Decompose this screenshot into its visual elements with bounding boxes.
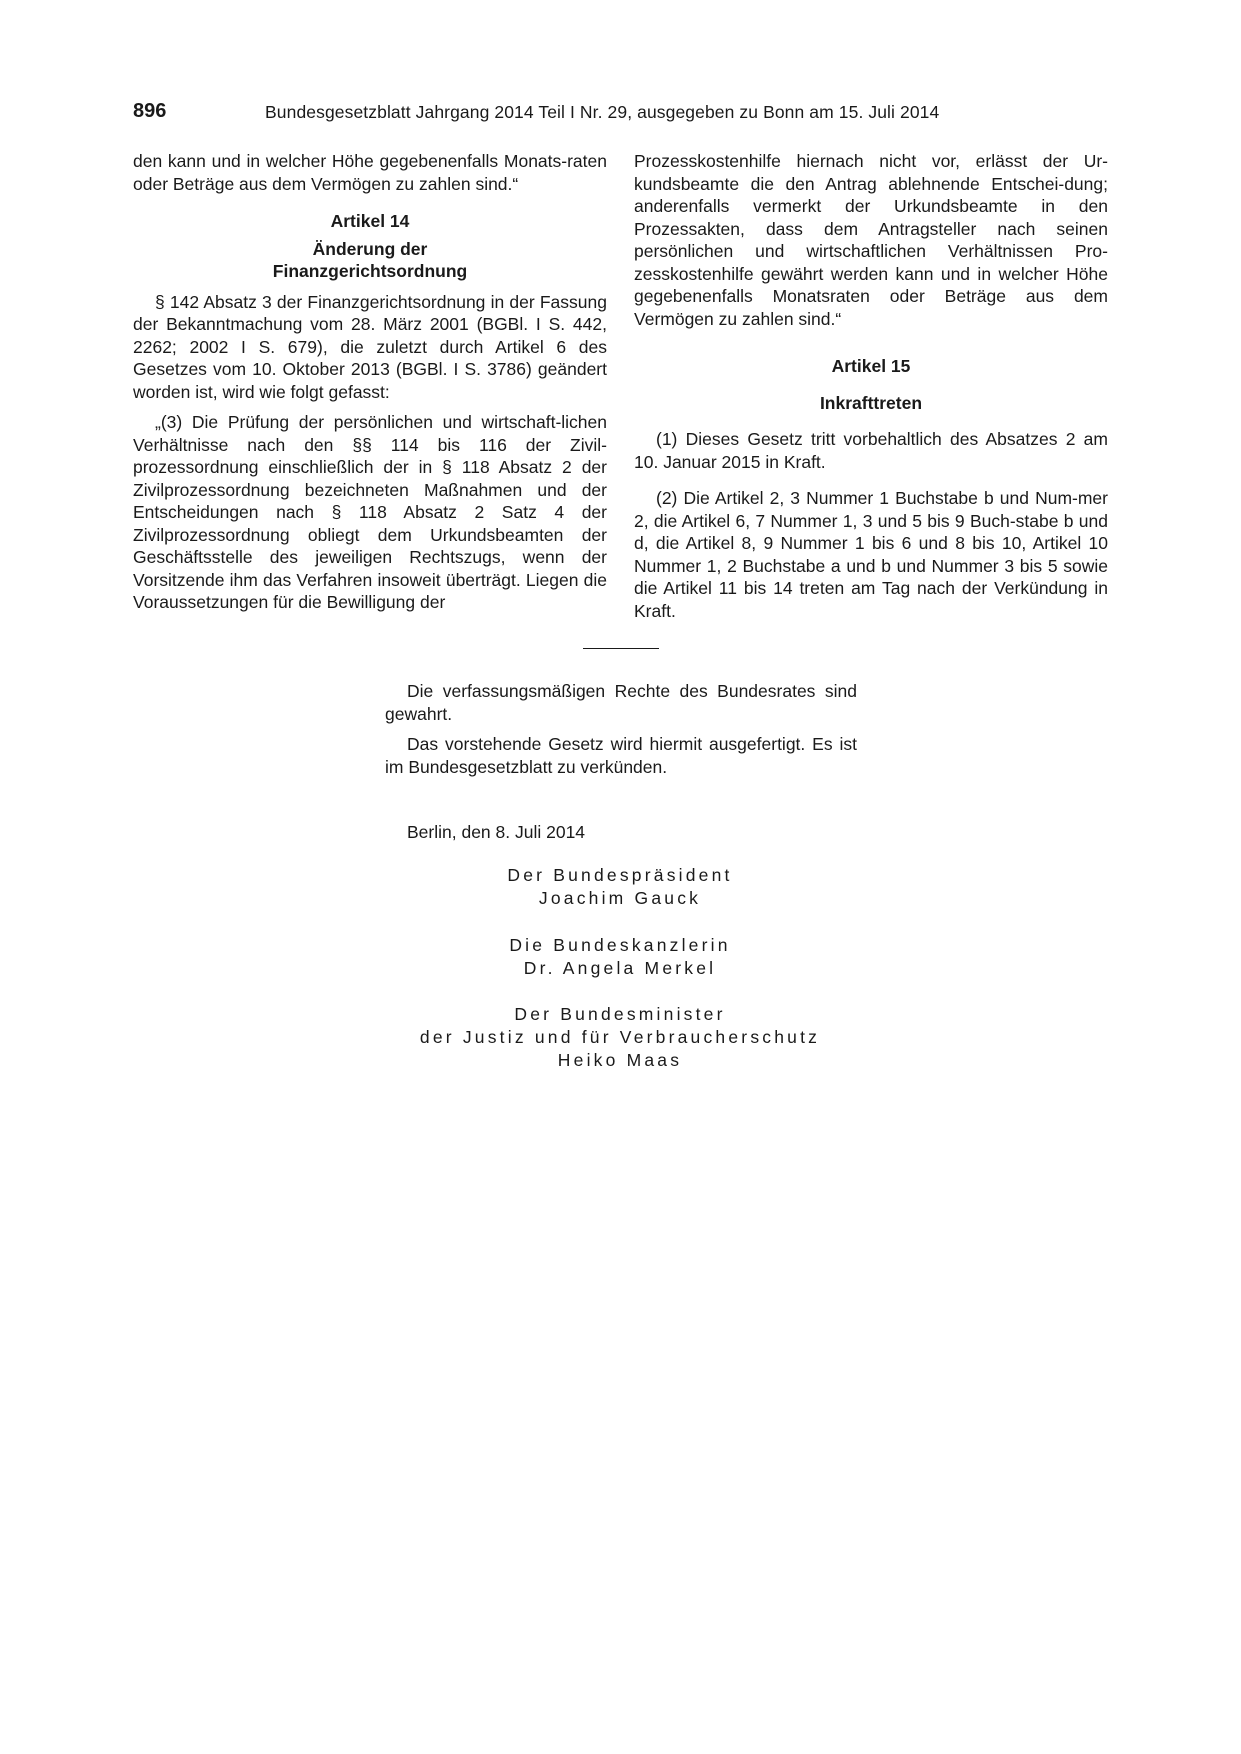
article-body: § 142 Absatz 3 der Finanzgerichtsordnung in der Fassung der Bekanntmachung vom 28. März 2001 (BGBl. I S. 442, 2262; 2002 I S. 679), die zuletzt durch Artikel 6 des Gesetzes vom 10. Oktober 2013 (BGBl. I S. 3786) geändert worden ist, wird wie folgt gefasst: <box>133 291 607 402</box>
section-divider <box>583 648 659 649</box>
signature-block-chancellor <box>380 934 860 980</box>
signatory-name: Heiko Maas <box>557 1050 683 1070</box>
page-header <box>133 100 1113 130</box>
article-subtitle: Inkrafttreten <box>819 392 923 413</box>
article-15 <box>634 355 1108 622</box>
signatory-role: Die Bundeskanzlerin <box>509 935 731 955</box>
signature-block-president <box>380 864 860 910</box>
article-subtitle: Änderung der <box>312 238 428 259</box>
left-column <box>133 150 607 614</box>
right-column <box>634 150 1108 622</box>
signatory-role-line2: der Justiz und für Verbraucherschutz <box>419 1027 821 1047</box>
article-title: Artikel 14 <box>330 211 410 231</box>
article-paragraph-2: (2) Die Artikel 2, 3 Nummer 1 Buchstabe b und Num-mer 2, die Artikel 6, 7 Nummer 1, 3 und 5 bis 9 Buch-stabe b und d, die Artikel 8, 9 Nummer 1 bis 6 und 8 bis 10, Artikel 10 Nummer 1, 2 Buchstabe a und b und Nummer 3 bis 5 sowie die Artikel 11 bis 14 treten am Tag nach der Verkündung in Kraft. <box>634 488 1108 621</box>
signatory-name: Dr. Angela Merkel <box>523 958 717 978</box>
article-paragraph-1: (1) Dieses Gesetz tritt vorbehaltlich des Absatzes 2 am 10. Januar 2015 in Kraft. <box>634 429 1108 472</box>
signatory-role: Der Bundesminister <box>514 1004 726 1024</box>
continuation-text: den kann und in welcher Höhe gegebenenfalls Monats-raten oder Beträge aus dem Vermögen zu zahlen sind.“ <box>133 151 607 194</box>
signatory-role: Der Bundespräsident <box>507 865 733 885</box>
closing-block <box>385 680 857 778</box>
closing-paragraph-1: Die verfassungsmäßigen Rechte des Bundesrates sind gewahrt. <box>385 681 857 724</box>
signatory-name: Joachim Gauck <box>538 888 702 908</box>
article-quote: „(3) Die Prüfung der persönlichen und wirtschaft-lichen Verhältnisse nach den §§ 114 bis 116 der Zivil-prozessordnung einschließlich der in § 118 Absatz 2 der Zivilprozessordnung bezeichneten Maßnahmen und der Entscheidungen nach § 118 Absatz 2 Satz 4 der Zivilprozessordnung obliegt dem Urkundsbeamten der Geschäftsstelle des jeweiligen Rechtszugs, wenn der Vorsitzende ihm das Verfahren insoweit überträgt. Liegen die Voraussetzungen für die Bewilligung der <box>133 412 607 612</box>
page-number: 896 <box>133 100 167 122</box>
signing-date: Berlin, den 8. Juli 2014 <box>407 822 586 842</box>
article-subtitle-line2: Finanzgerichtsordnung <box>272 261 468 281</box>
closing-paragraph-2: Das vorstehende Gesetz wird hiermit ausgefertigt. Es ist im Bundesgesetzblatt zu verkünden. <box>385 734 857 777</box>
signature-block-minister <box>380 1003 860 1072</box>
gazette-title: Bundesgesetzblatt Jahrgang 2014 Teil I Nr. 29, ausgegeben zu Bonn am 15. Juli 2014 <box>265 102 940 122</box>
continuation-text: Prozesskostenhilfe hiernach nicht vor, erlässt der Ur-kundsbeamte die den Antrag ablehnende Entschei-dung; anderenfalls vermerkt der Urkundsbeamte in den Prozessakten, dass dem Antragsteller nach seinen persönlichen und wirtschaftlichen Verhältnissen Pro-zesskostenhilfe gewährt werden kann und in welcher Höhe gegebenenfalls Monatsraten oder Beträge aus dem Vermögen zu zahlen sind.“ <box>634 151 1108 329</box>
article-14 <box>133 210 607 614</box>
article-title: Artikel 15 <box>831 356 911 376</box>
